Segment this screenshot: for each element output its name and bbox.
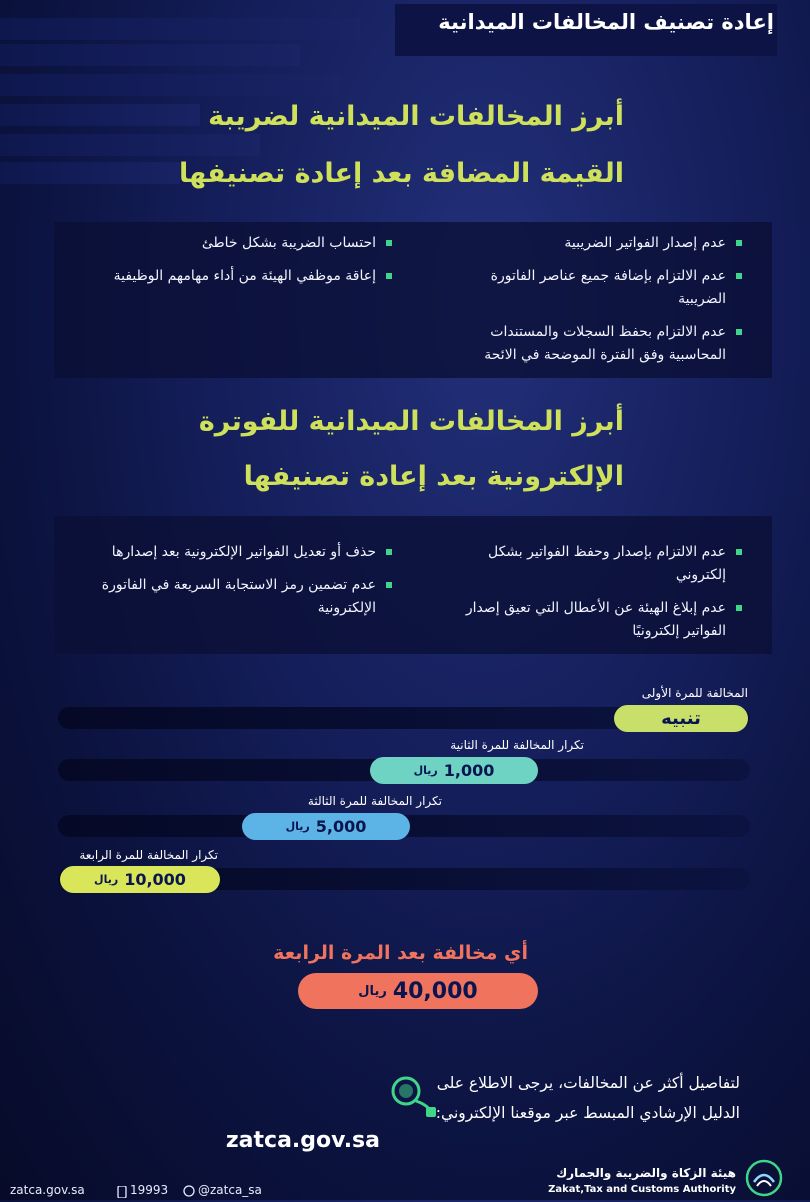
after-fourth-pill <box>298 973 538 1009</box>
after-fourth-currency: ريال <box>358 983 387 999</box>
section1-title-line2: القيمة المضافة بعد إعادة تصنيفها <box>179 158 624 189</box>
after-fourth-value: 40,000 <box>392 978 478 1004</box>
list-item: إعاقة موظفي الهيئة من أداء مهامهم الوظيفية <box>104 265 394 288</box>
section1-title-line1: أبرز المخالفات الميدانية لضريبة <box>208 101 624 132</box>
penalty-pill-fourth <box>60 866 220 893</box>
bottom-website[interactable]: zatca.gov.sa <box>10 1183 85 1197</box>
social-icon <box>183 1182 195 1201</box>
penalty-currency-fourth: ريال <box>94 873 119 886</box>
list-item: عدم تضمين رمز الاستجابة السريعة في الفاتورة الإلكترونية <box>94 574 394 620</box>
zatca-logo-icon <box>744 1158 784 1202</box>
section2-title-line1: أبرز المخالفات الميدانية للفوترة <box>198 406 624 437</box>
bottom-phone[interactable]: 19993 <box>130 1183 169 1197</box>
penalty-currency-second: ريال <box>413 764 438 777</box>
einvoice-violations-right-list <box>444 541 744 653</box>
list-item: عدم إبلاغ الهيئة عن الأعطال التي تعيق إصدار الفواتير إلكترونيًا <box>444 597 744 643</box>
org-name-en: Zakat,Tax and Customs Authority <box>548 1184 736 1195</box>
footer-website-link[interactable]: zatca.gov.sa <box>225 1128 380 1153</box>
section2-title-line2: الإلكترونية بعد إعادة تصنيفها <box>243 461 624 492</box>
mouse-icon <box>388 1075 440 1123</box>
list-item: احتساب الضريبة بشكل خاطئ <box>104 232 394 255</box>
vat-violations-right-list <box>444 232 744 377</box>
penalty-value-first: تنبيه <box>661 708 701 729</box>
decor-stripe <box>0 44 300 66</box>
penalty-label-third: تكرار المخالفة للمرة الثالثة <box>307 794 442 808</box>
einvoice-violations-left-list <box>94 541 394 630</box>
bottom-handle[interactable]: @zatca_sa <box>198 1183 262 1197</box>
penalty-value-second: 1,000 <box>443 761 495 780</box>
penalty-value-fourth: 10,000 <box>124 870 186 889</box>
list-item: عدم الالتزام بإضافة جميع عناصر الفاتورة الضريبية <box>444 265 744 311</box>
penalty-label-fourth: تكرار المخالفة للمرة الرابعة <box>79 848 218 862</box>
vat-violations-left-list <box>104 232 394 298</box>
page-title: إعادة تصنيف المخالفات الميدانية <box>438 10 774 34</box>
penalty-pill-first <box>614 705 748 732</box>
list-item: عدم الالتزام بإصدار وحفظ الفواتير بشكل إلكتروني <box>444 541 744 587</box>
penalty-value-third: 5,000 <box>315 817 367 836</box>
penalty-pill-third <box>242 813 410 840</box>
list-item: عدم إصدار الفواتير الضريبية <box>444 232 744 255</box>
footer-line1: لتفاصيل أكثر عن المخالفات، يرجى الاطلاع على <box>436 1074 740 1092</box>
decor-stripe <box>0 18 360 40</box>
list-item: حذف أو تعديل الفواتير الإلكترونية بعد إصدارها <box>94 541 394 564</box>
penalty-label-first: المخالفة للمرة الأولى <box>641 686 748 700</box>
footer-line2: الدليل الإرشادي المبسط عبر موقعنا الإلكتروني: <box>435 1104 740 1122</box>
phone-icon <box>117 1183 127 1202</box>
list-item: عدم الالتزام بحفظ السجلات والمستندات المحاسبية وفق الفترة الموضحة في الائحة <box>444 321 744 367</box>
org-name-ar: هيئة الزكاة والضريبة والجمارك <box>556 1166 736 1180</box>
penalty-pill-second <box>370 757 538 784</box>
after-fourth-label: أي مخالفة بعد المرة الرابعة <box>273 942 528 964</box>
penalty-currency-third: ريال <box>285 820 310 833</box>
penalty-label-second: تكرار المخالفة للمرة الثانية <box>450 738 584 752</box>
